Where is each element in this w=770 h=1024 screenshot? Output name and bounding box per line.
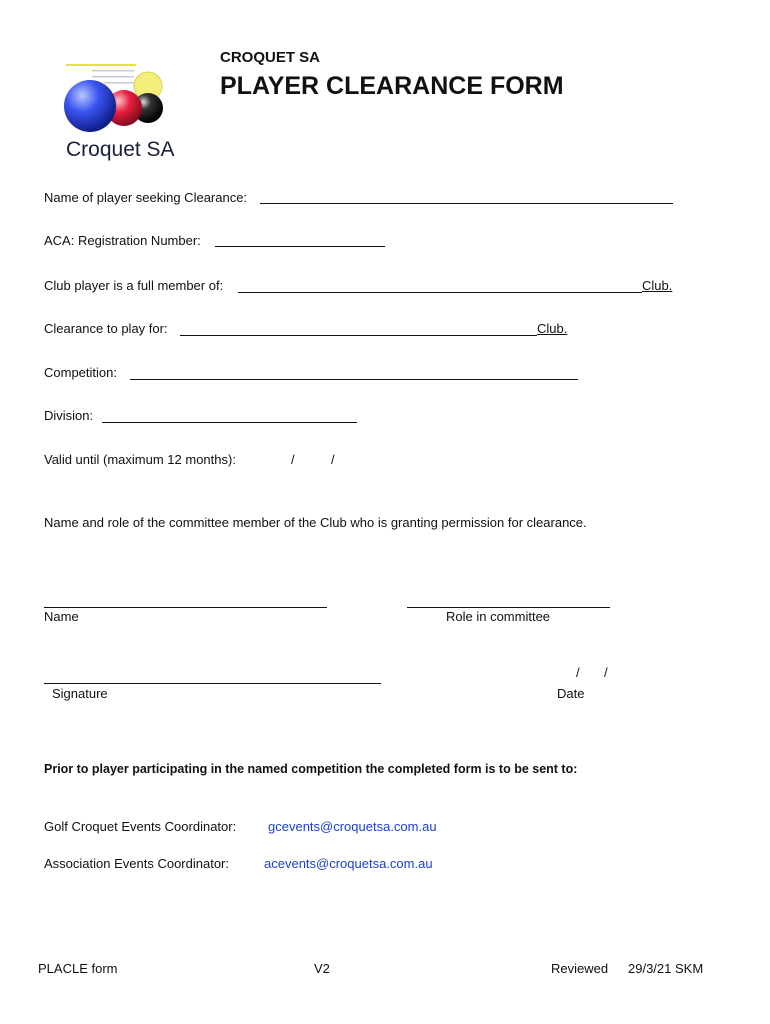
competition-label: Competition: [44, 365, 117, 380]
committee-name-label: Name [44, 609, 79, 624]
clearance-club-suffix: Club. [537, 321, 568, 336]
club-member-label: Club player is a full member of: [44, 278, 224, 293]
club-member-suffix: Club. [642, 278, 673, 293]
org-name: CROQUET SA [220, 49, 321, 66]
footer-reviewed-value: 29/3/21 SKM [628, 961, 704, 976]
golf-coordinator-label: Golf Croquet Events Coordinator: [44, 819, 237, 834]
footer-version: V2 [314, 961, 330, 976]
golf-coordinator-email-link[interactable]: gcevents@croquetsa.com.au [268, 819, 437, 834]
page-title: PLAYER CLEARANCE FORM [220, 72, 564, 100]
submission-heading: Prior to player participating in the named competition the completed form is to be sent to: [44, 762, 578, 776]
committee-role-label: Role in committee [446, 609, 551, 624]
footer-form-code: PLACLE form [38, 961, 118, 976]
date-label: Date [557, 686, 585, 701]
assoc-coordinator-email-link[interactable]: acevents@croquetsa.com.au [264, 856, 433, 871]
assoc-coordinator-label: Association Events Coordinator: [44, 856, 229, 871]
signature-label: Signature [52, 686, 108, 701]
footer-reviewed-label: Reviewed [551, 961, 609, 976]
croquet-sa-logo [52, 56, 182, 166]
committee-name-field[interactable] [44, 607, 327, 608]
valid-until-label: Valid until (maximum 12 months): [44, 452, 236, 467]
club-member-field[interactable] [238, 292, 642, 293]
committee-role-field[interactable] [407, 607, 610, 608]
division-field[interactable] [102, 422, 357, 423]
valid-until-date-sep-2: / [331, 452, 335, 467]
player-name-label: Name of player seeking Clearance: [44, 190, 248, 205]
committee-instruction: Name and role of the committee member of the Club who is granting permission for clearance. [44, 515, 587, 530]
clearance-club-label: Clearance to play for: [44, 321, 168, 336]
logo-text: Croquet SA [66, 138, 175, 161]
player-name-field[interactable] [260, 203, 673, 204]
division-label: Division: [44, 408, 94, 423]
date-sep-2: / [604, 665, 608, 680]
valid-until-date-sep-1: / [291, 452, 295, 467]
aca-registration-field[interactable] [215, 246, 385, 247]
date-sep-1: / [576, 665, 580, 680]
aca-registration-label: ACA: Registration Number: [44, 233, 201, 248]
clearance-club-field[interactable] [180, 335, 537, 336]
competition-field[interactable] [130, 379, 578, 380]
signature-field[interactable] [44, 683, 381, 684]
